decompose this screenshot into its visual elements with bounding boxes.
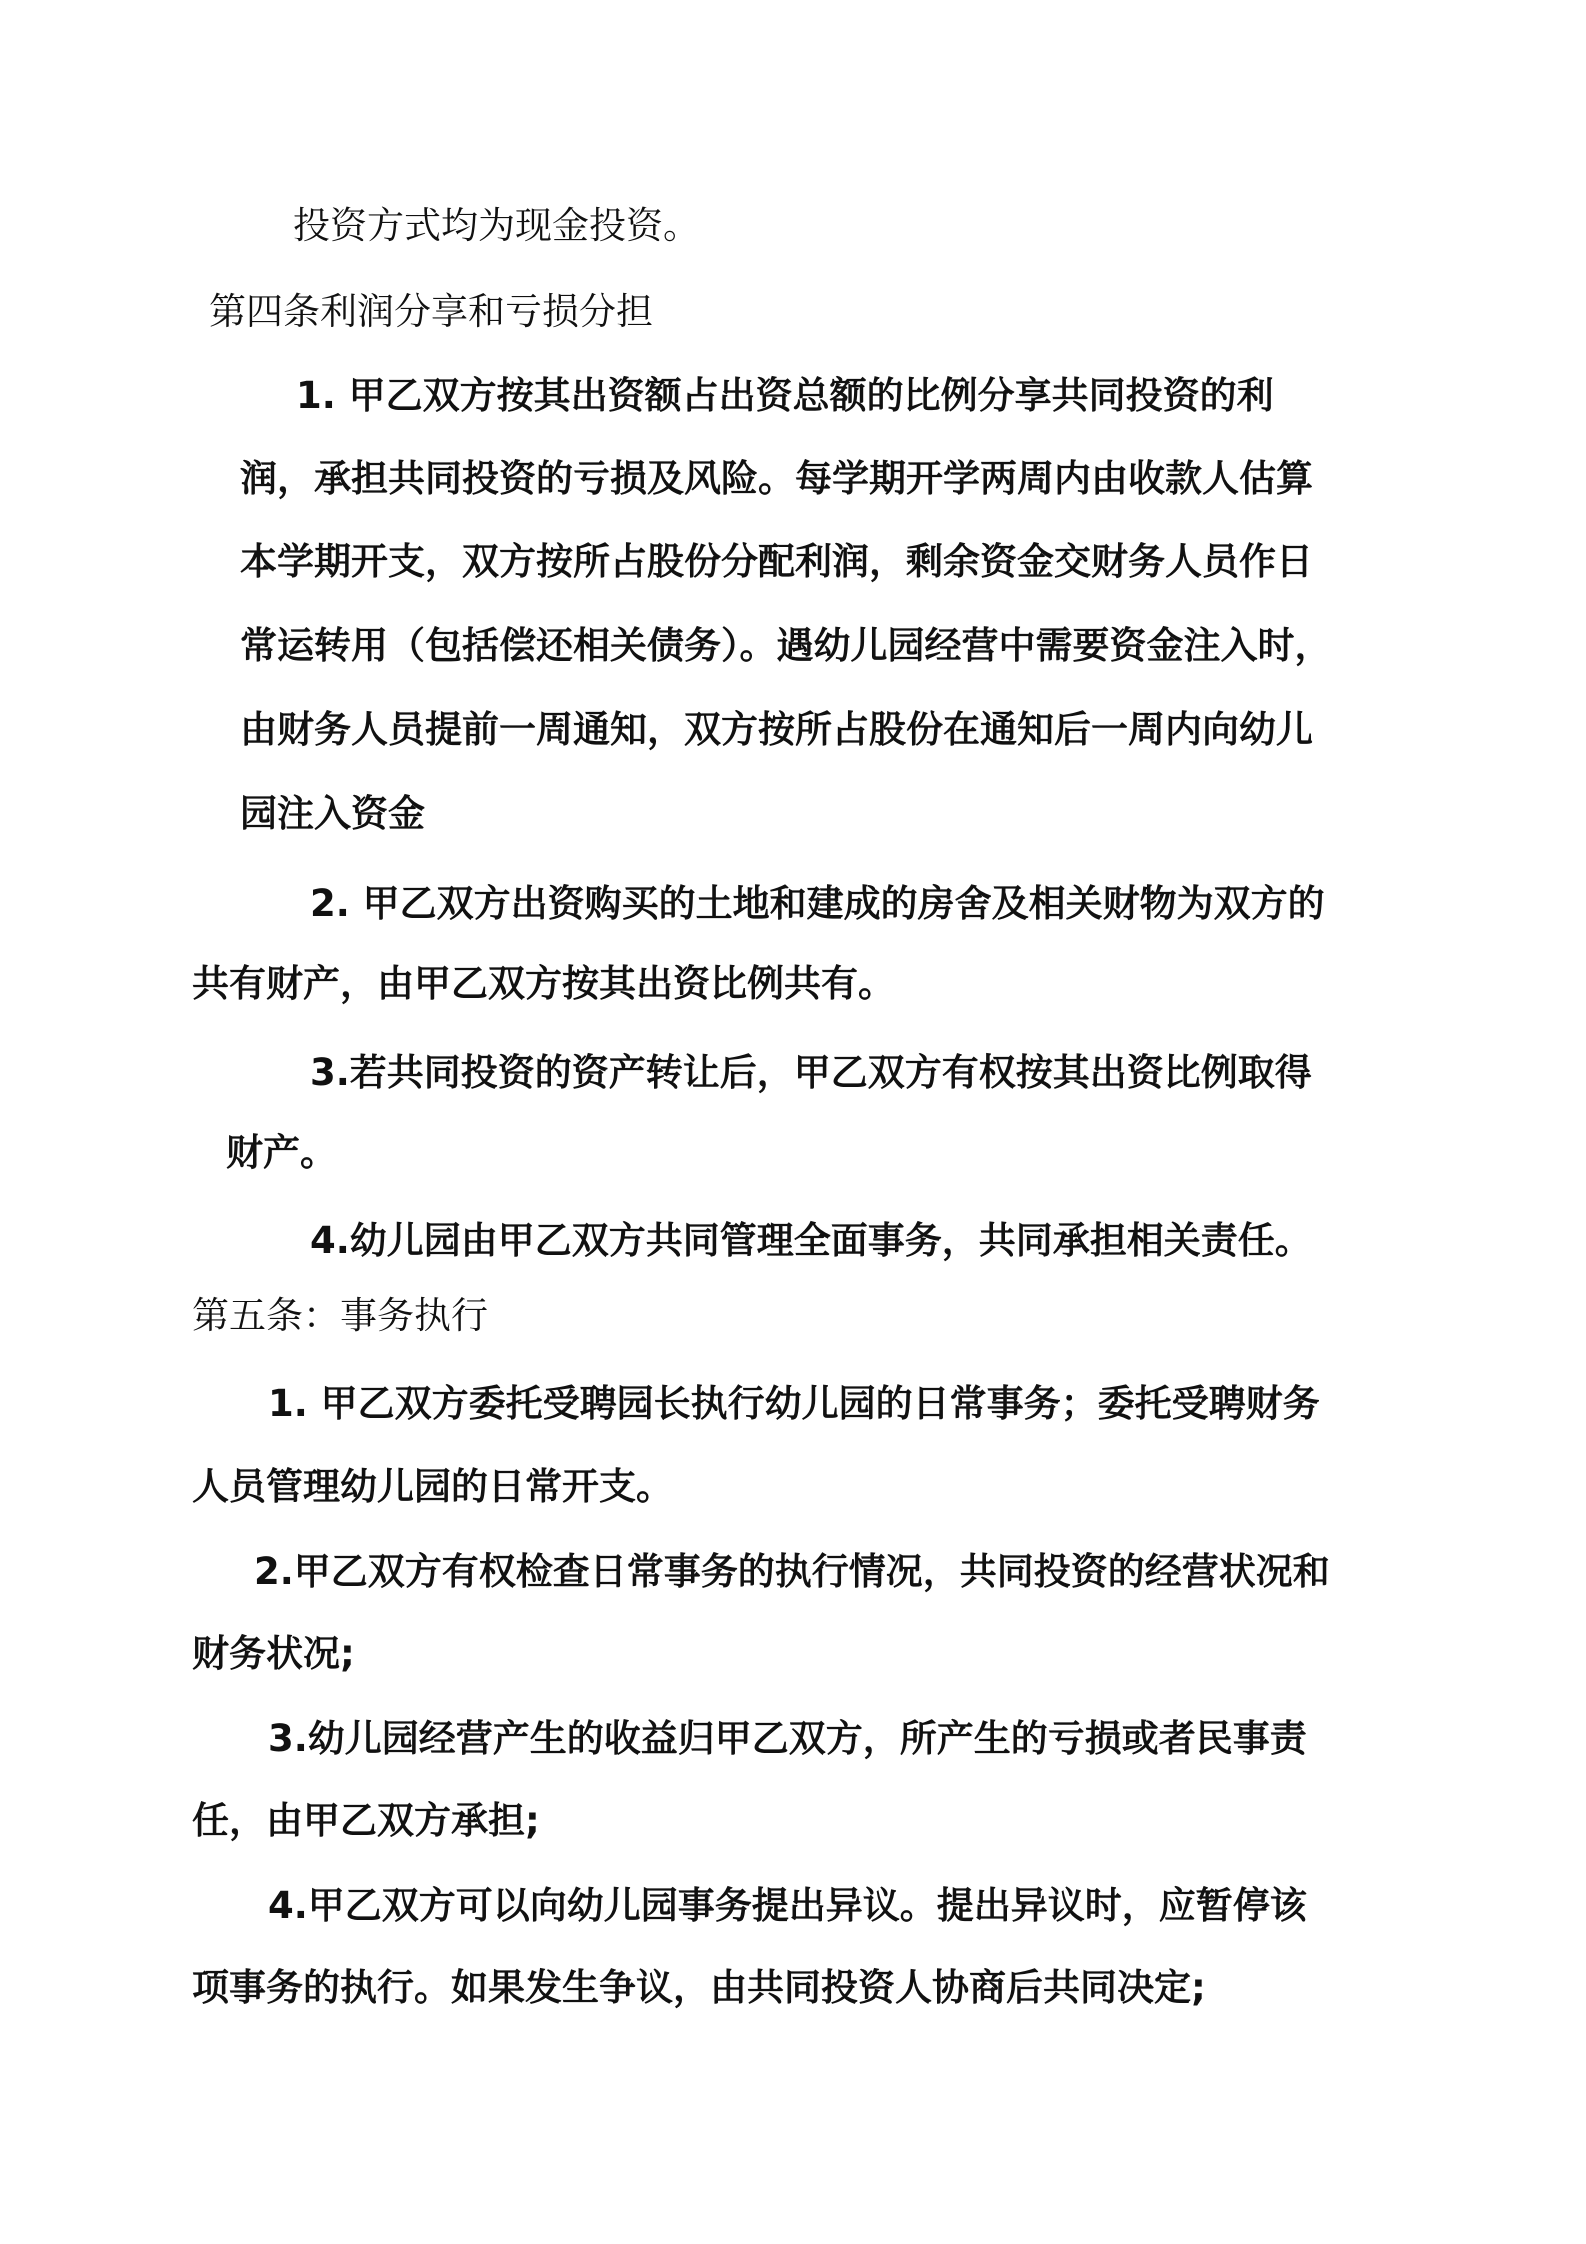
article-4-item-2-line: 共有财产，由甲乙双方按其出资比例共有。 [192, 962, 895, 1005]
article-4-item-1-line: 本学期开支，双方按所占股份分配利润，剩余资金交财务人员作日 [240, 540, 1313, 583]
article-4-item-1-line: 园注入资金 [240, 792, 425, 835]
article-4-item-2-line: 2. 甲乙双方出资购买的土地和建成的房舍及相关财物为双方的 [310, 882, 1325, 925]
article-5-item-3-line: 任，由甲乙双方承担; [192, 1799, 540, 1842]
article-4-item-3-line: 财产。 [226, 1131, 337, 1174]
article-4-item-1-line: 常运转用（包括偿还相关债务）。遇幼儿园经营中需要资金注入时， [240, 624, 1332, 667]
article-5-item-2-line: 财务状况; [192, 1632, 355, 1675]
article-5-item-1-line: 1. 甲乙双方委托受聘园长执行幼儿园的日常事务；委托受聘财务 [268, 1382, 1320, 1425]
article-5-heading: 第五条：事务执行 [192, 1294, 488, 1337]
article-5-item-1-line: 人员管理幼儿园的日常开支。 [192, 1465, 673, 1508]
article-5-item-3-line: 3.幼儿园经营产生的收益归甲乙双方，所产生的亏损或者民事责 [268, 1717, 1307, 1760]
article-4-item-1-line: 润，承担共同投资的亏损及风险。每学期开学两周内由收款人估算 [240, 457, 1313, 500]
article-5-item-2-line: 2.甲乙双方有权检查日常事务的执行情况，共同投资的经营状况和 [254, 1550, 1330, 1593]
article-4-item-1-line: 由财务人员提前一周通知，双方按所占股份在通知后一周内向幼儿 [240, 708, 1313, 751]
article-5-item-4-line: 4.甲乙双方可以向幼儿园事务提出异议。提出异议时，应暂停该 [268, 1884, 1307, 1927]
article-4-item-1-line: 1. 甲乙双方按其出资额占出资总额的比例分享共同投资的利 [296, 374, 1274, 417]
article-4-item-4-line: 4.幼儿园由甲乙双方共同管理全面事务，共同承担相关责任。 [310, 1219, 1312, 1262]
article-4-item-3-line: 3.若共同投资的资产转让后，甲乙双方有权按其出资比例取得 [310, 1051, 1312, 1094]
article-5-item-4-line: 项事务的执行。如果发生争议，由共同投资人协商后共同决定; [192, 1966, 1206, 2009]
article-4-heading: 第四条利润分享和亏损分担 [209, 290, 653, 333]
paragraph-line: 投资方式均为现金投资。 [293, 204, 700, 247]
